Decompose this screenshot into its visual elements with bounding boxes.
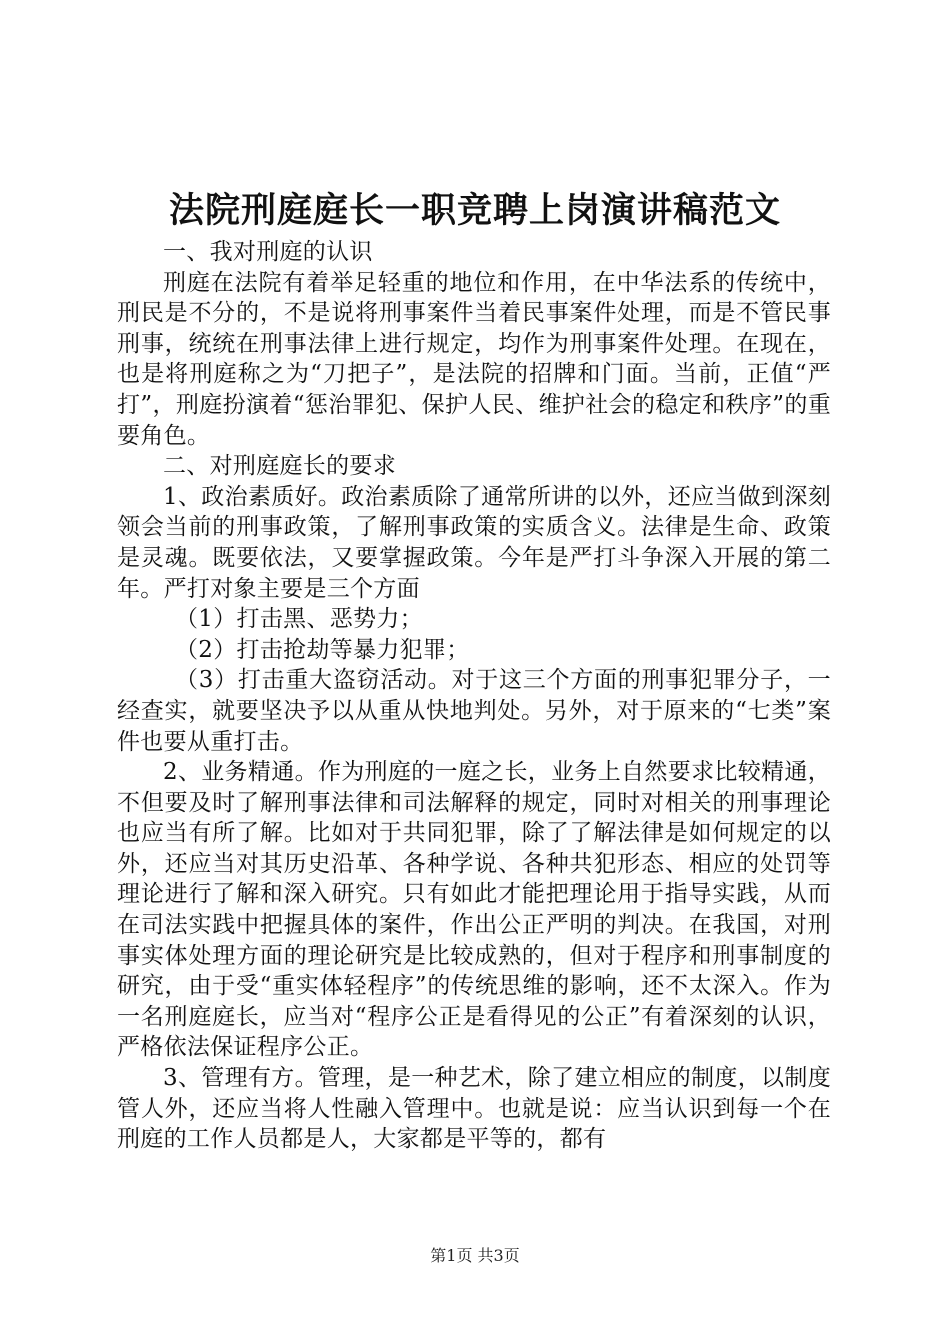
paragraph-political-quality: 1、政治素质好。政治素质除了通常所讲的以外，还应当做到深刻领会当前的刑事政策，了解刑事政策的实质含义。法律是生命、政策是灵魂。既要依法，又要掌握政策。今年是严打斗争深入开展的第二年。严打对象主要是三个方面 (117, 483, 831, 602)
document-title: 法院刑庭庭长一职竞聘上岗演讲稿范文 (168, 190, 781, 231)
list-item-2: （2）打击抢劫等暴力犯罪； (175, 636, 470, 663)
list-item-1: （1）打击黑、恶势力； (175, 606, 423, 633)
section-heading-1: 一、我对刑庭的认识 (163, 239, 373, 265)
paragraph-management: 3、管理有方。管理，是一种艺术，除了建立相应的制度，以制度管人外，还应当将人性融入管理中。也就是说：应当认识到每一个在刑庭的工作人员都是人，大家都是平等的，都有 (117, 1065, 831, 1153)
page-number-footer: 第1页 共3页 (430, 1246, 520, 1265)
list-item-3: （3）打击重大盗窃活动。对于这三个方面的刑事犯罪分子，一经查实，就要坚决予以从重从快地判处。另外，对于原来的“七类”案件也要从重打击。 (117, 667, 831, 755)
document-body (117, 237, 831, 1155)
paragraph-business-skill: 2、业务精通。作为刑庭的一庭之长，业务上自然要求比较精通，不但要及时了解刑事法律和司法解释的规定，同时对相关的刑事理论也应当有所了解。比如对于共同犯罪，除了了解法律是如何规定的以外，还应当对其历史沿革、各种学说、各种共犯形态、相应的处罚等理论进行了解和深入研究。只有如此才能把理论用于指导实践，从而在司法实践中把握具体的案件，作出公正严明的判决。在我国，对刑事实体处理方面的理论研究是比较成熟的，但对于程序和刑事制度的研究，由于受“重实体轻程序”的传统思维的影响，还不太深入。作为一名刑庭庭长，应当对“程序公正是看得见的公正”有着深刻的认识，严格依法保证程序公正。 (117, 759, 831, 1061)
paragraph-intro: 刑庭在法院有着举足轻重的地位和作用，在中华法系的传统中，刑民是不分的，不是说将刑事案件当着民事案件处理，而是不管民事刑事，统统在刑事法律上进行规定，均作为刑事案件处理。在现在，也是将刑庭称之为“刀把子”，是法院的招牌和门面。当前，正值“严打”，刑庭扮演着“惩治罪犯、保护人民、维护社会的稳定和秩序”的重要角色。 (117, 269, 831, 449)
section-heading-2: 二、对刑庭庭长的要求 (163, 453, 396, 480)
